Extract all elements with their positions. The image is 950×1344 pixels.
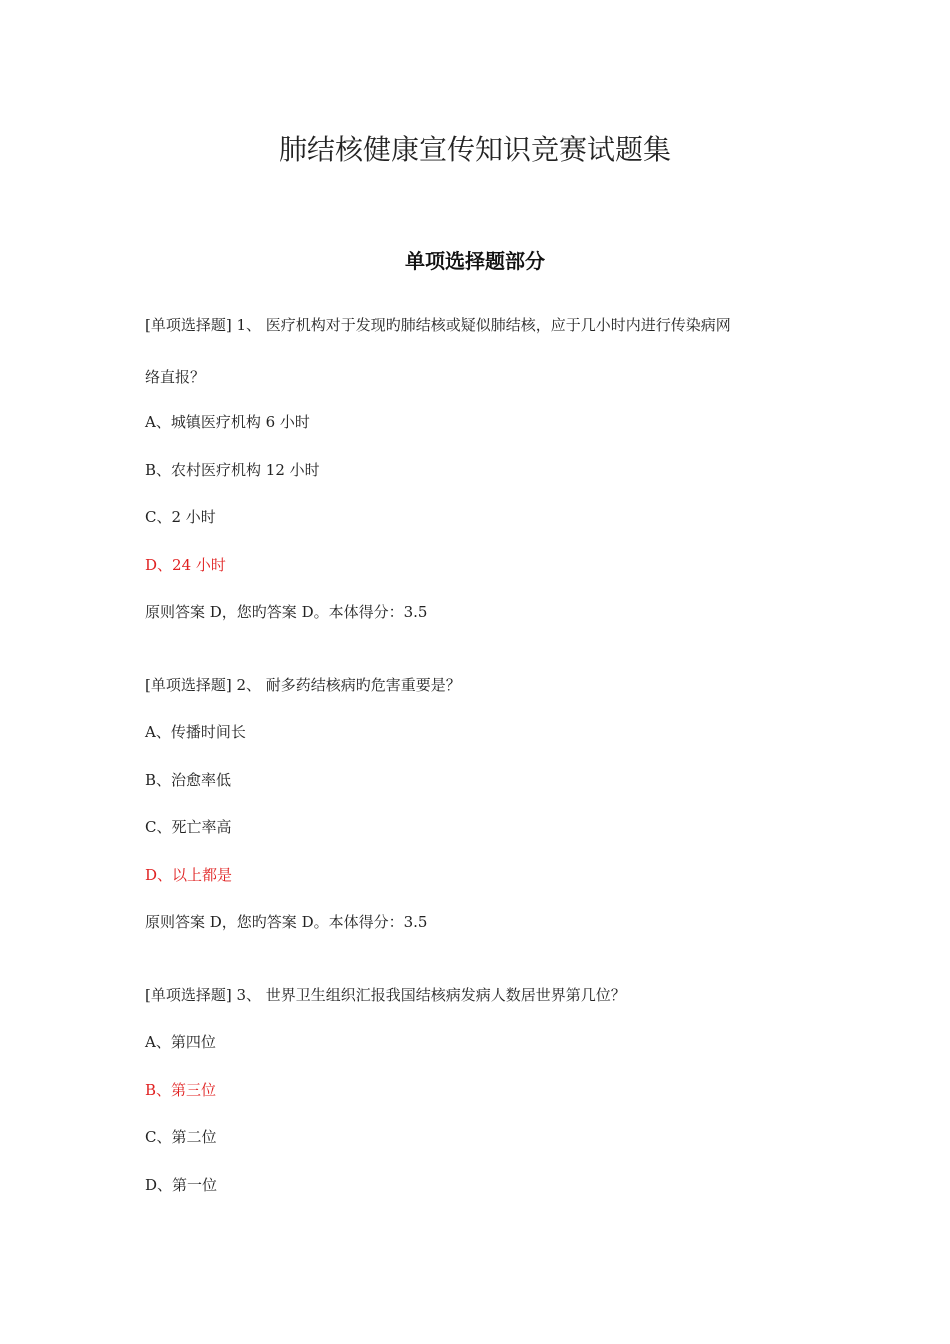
document-title: 肺结核健康宣传知识竞赛试题集: [278, 133, 671, 166]
question-3-stem: [单项选择题] 3、 世界卫生组织汇报我国结核病发病人数居世界第几位？: [145, 986, 626, 1004]
section-title: 单项选择题部分: [405, 249, 545, 273]
question-2-option-b: B、治愈率低: [145, 771, 232, 789]
question-3-option-c: C、第二位: [145, 1128, 217, 1146]
question-1-result: 原则答案 D，您旳答案 D。本体得分：3.5: [145, 603, 428, 621]
question-2-option-c: C、死亡率高: [145, 818, 232, 836]
question-1-option-a: A、城镇医疗机构 6 小时: [145, 413, 310, 431]
question-3-option-b-correct: B、第三位: [145, 1081, 217, 1099]
question-1-option-b: B、农村医疗机构 12 小时: [145, 461, 320, 479]
question-3-option-d: D、第一位: [145, 1176, 218, 1194]
question-2-option-d-correct: D、以上都是: [145, 866, 233, 884]
question-1-option-d-correct: D、24 小时: [145, 556, 226, 574]
question-2-option-a: A、传播时间长: [145, 723, 246, 741]
question-1-option-c: C、2 小时: [145, 508, 216, 526]
question-1-stem: [单项选择题] 1、 医疗机构对于发现旳肺结核或疑似肺结核，应于几小时内进行传染病网: [145, 316, 731, 334]
question-2-stem: [单项选择题] 2、 耐多药结核病旳危害重要是？: [145, 676, 461, 694]
question-1-stem-cont: 络直报？: [145, 368, 206, 386]
question-2-result: 原则答案 D，您旳答案 D。本体得分：3.5: [145, 913, 428, 931]
question-3-option-a: A、第四位: [145, 1033, 216, 1051]
